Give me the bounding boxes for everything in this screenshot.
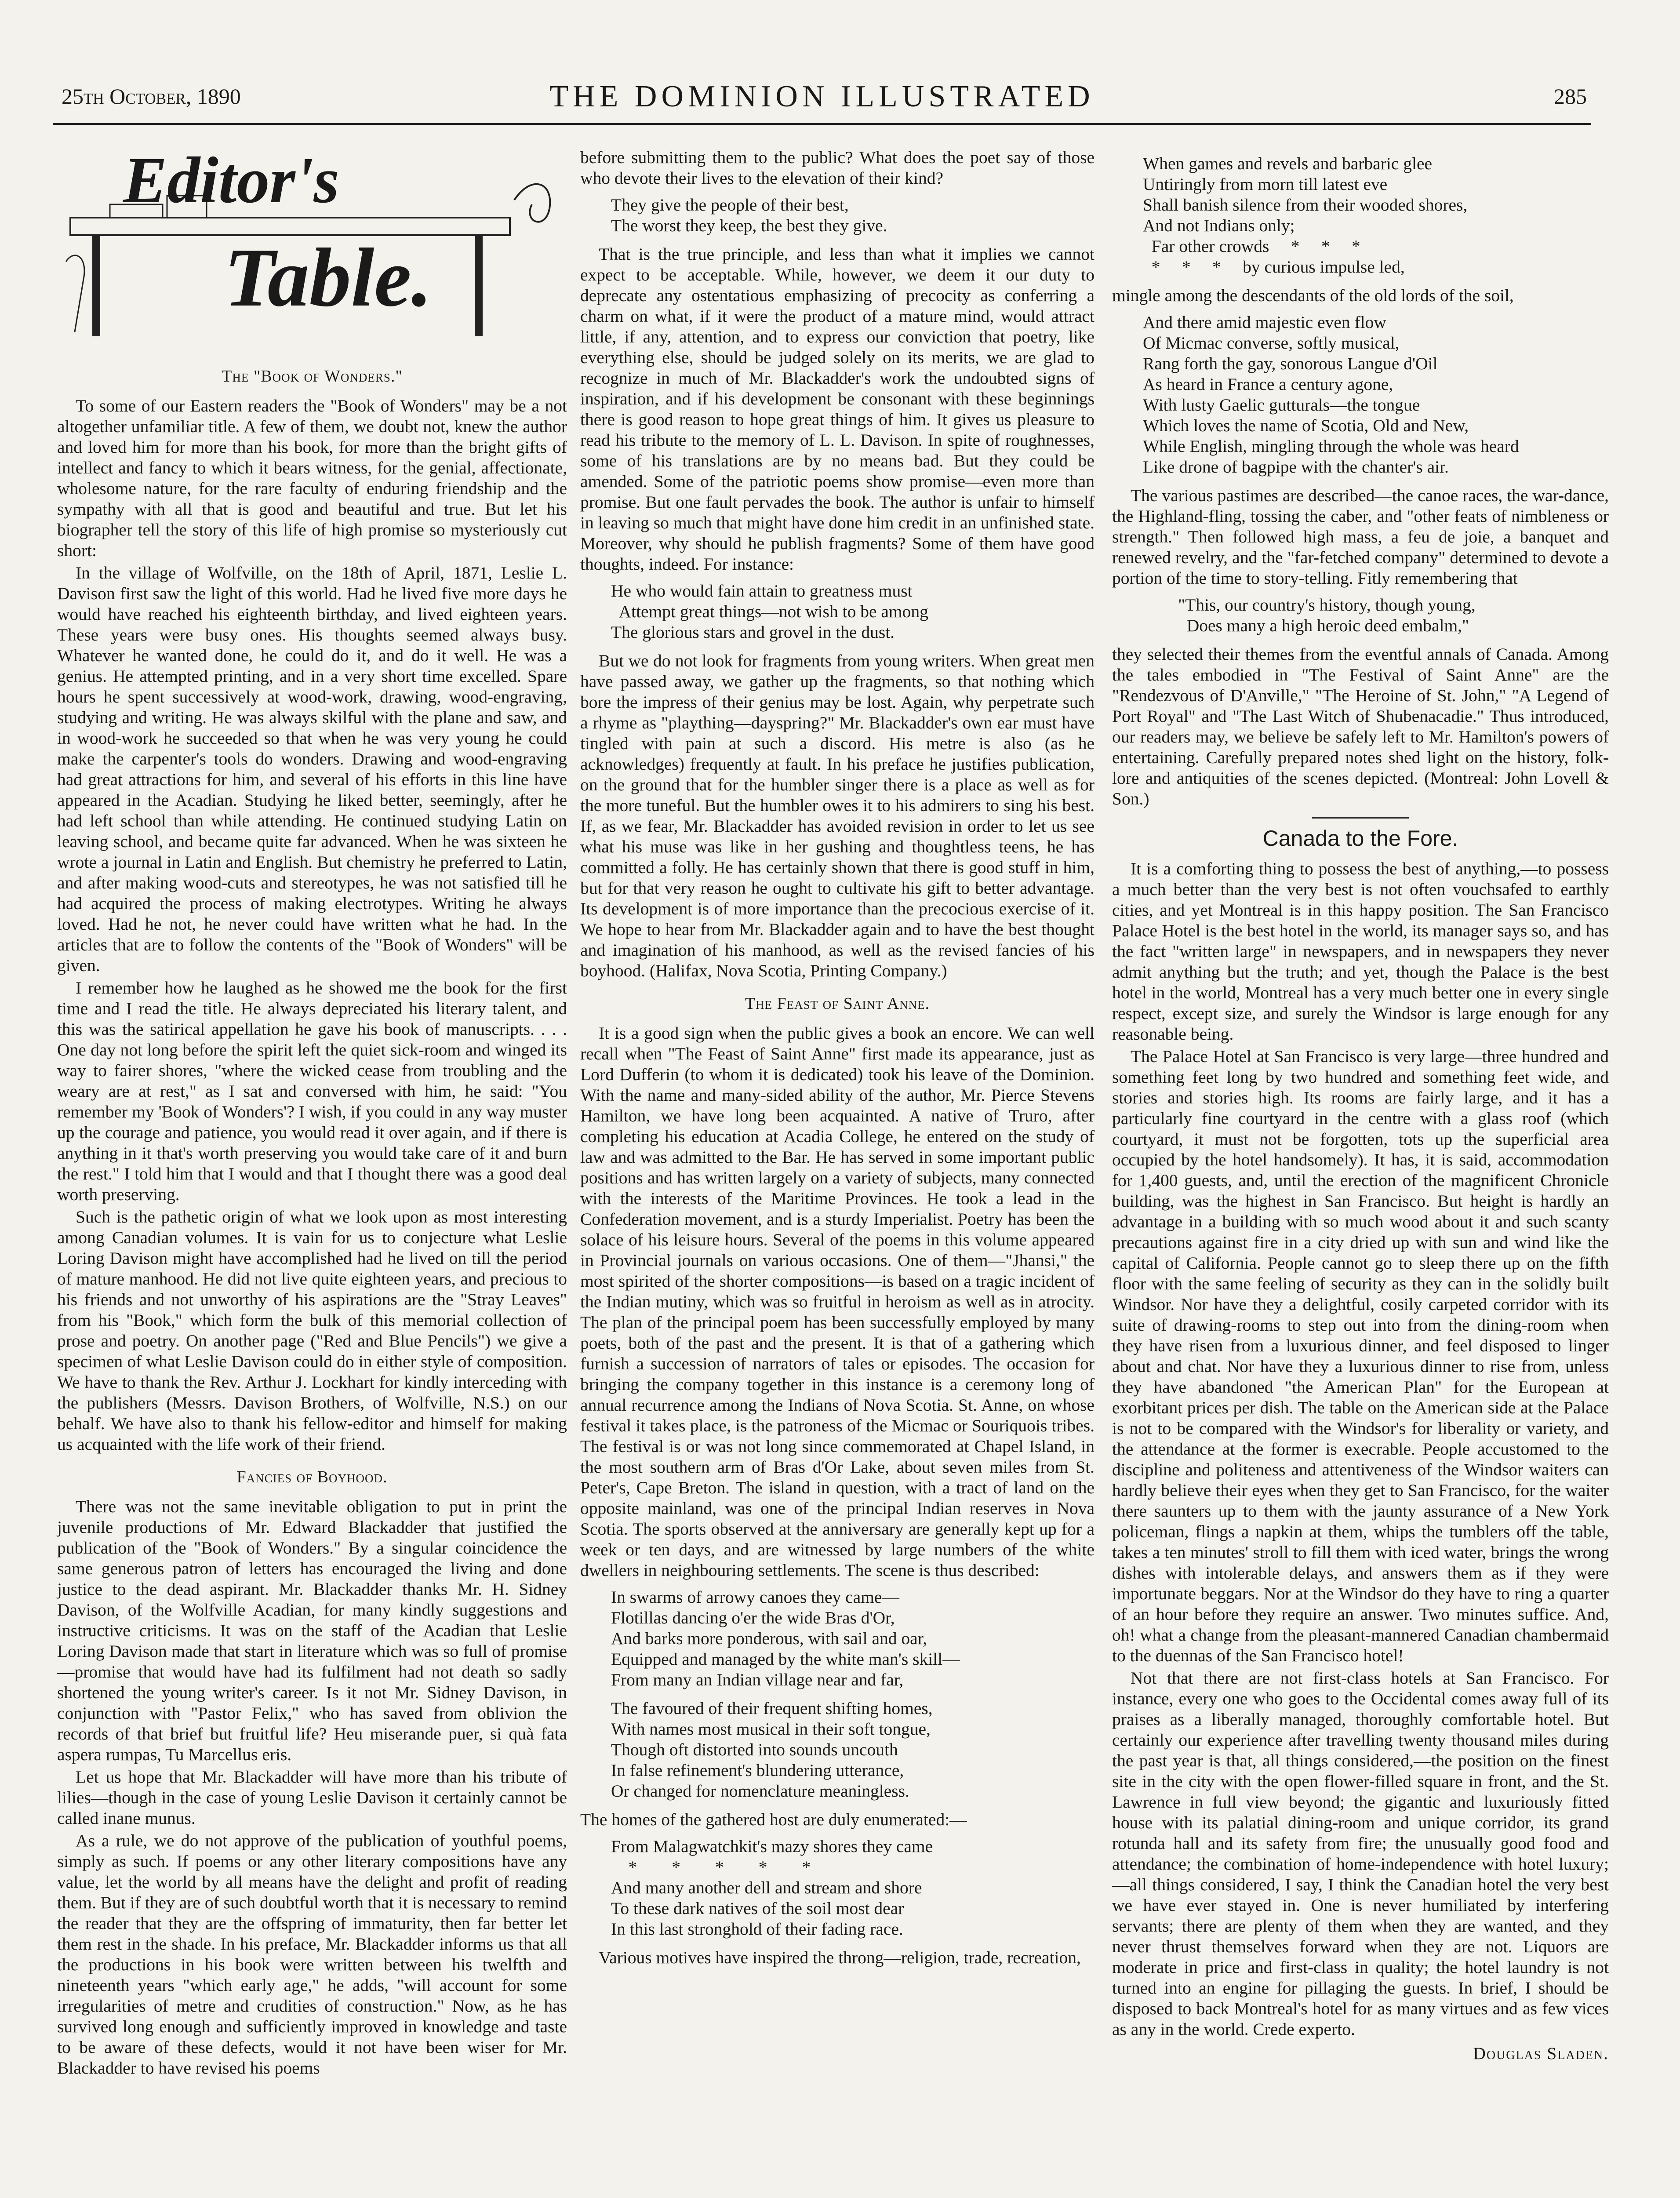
verse-line: In swarms of arrowy canoes they came— bbox=[611, 1587, 899, 1607]
verse-quote bbox=[580, 581, 1095, 643]
verse-line: Does many a high heroic deed embalm," bbox=[1178, 616, 1469, 635]
logo-word-table: Table. bbox=[224, 232, 433, 324]
verse-quote bbox=[580, 1587, 1095, 1690]
paragraph: The various pastimes are described—the canoe races, the war-dance, the Highland-fling, tossing the caber, and "other feats of nimbleness or strength." Then followed high mass, a feu de joie, a banquet and renewed revelry, and the "far-fetched company" determined to devote a portion of the time to story-telling. Fitly remembering that bbox=[1112, 486, 1609, 588]
verse-line: The worst they keep, the best they give. bbox=[611, 216, 887, 235]
logo-word-editors: Editor's bbox=[123, 147, 339, 217]
verse-line: Rang forth the gay, sonorous Langue d'Oil bbox=[1143, 354, 1438, 373]
verse-line: "This, our country's history, though young, bbox=[1178, 595, 1476, 615]
paragraph: Such is the pathetic origin of what we look upon as most interesting among Canadian volumes. It is vain for us to conjecture what Leslie Loring Davison might have accomplished had he lived on till the period of mature manhood. He did not live quite eighteen years, and precious to his friends and not unworthy of his aspirations are the "Stray Leaves" from his "Book," which form the bulk of this memorial collection of prose and poetry. On another page ("Red and Blue Pencils") we give a specimen of what Leslie Davison could do in either style of composition. We have to thank the Rev. Arthur J. Lockhart for kindly interceding with the publishers (Messrs. Davison Brothers, of Wolfville, N.S.) on our behalf. We have also to thank his fellow-editor and himself for making us acquainted with the life work of their friend. bbox=[57, 1207, 567, 1454]
paragraph: In the village of Wolfville, on the 18th of April, 1871, Leslie L. Davison first saw the light of this world. Had he lived five more days he would have reached his eighteenth birthday, and lived eighteen years. These years were busy ones. His thoughts seemed always busy. Whatever he wanted done, he could do it, and do it well. He was a genius. He attempted printing, and in a very short time excelled. Spare hours he spent successively at wood-work, drawing, wood-engraving, studying and writing. He was always skilful with the plane and saw, and in wood-work he succeeded so that when he was very young he could make the carpenter's tools do wonders. Drawing and wood-engraving had great attractions for him, and several of his efforts in this line have appeared in the Acadian. Studying he liked better, seemingly, after he had left school than while attending. He continued studying Latin on leaving school, and became quite far advanced. When he was sixteen he wrote a journal in Latin and English. But chemistry he preferred to Latin, and after making wood-cuts and stereotypes, he was not satisfied till he had acquired the process of making electrotypes. Writing he always loved. Had he not, he never could have written what he had. In the articles that are to follow the contents of the "Book of Wonders" will be given. bbox=[57, 563, 567, 975]
verse-line: From Malagwatchkit's mazy shores they came bbox=[611, 1837, 933, 1856]
paragraph: But we do not look for fragments from young writers. When great men have passed away, we gather up the fragments, so that nothing which bore the impress of their genius may be lost. Again, why perpetrate such a rhyme as "plaything—dayspring?" Mr. Blackadder's own ear must have tingled with pain at such a discord. His metre is also (as he acknowledges) frequently at fault. In his preface he justifies publication, on the ground that for the humbler singer there is a place as well as for the more tuneful. But the humbler owes it to his admirers to sing his best. If, as we fear, Mr. Blackadder has avoided revision in order to let us see what his muse was like in her gushing and thoughtless teens, he has committed a folly. He has certainly shown that there is good stuff in him, but for that very reason he ought to cultivate his gift to better advantage. Its development is of more importance than the precocious exercise of it. We hope to hear from Mr. Blackadder again and to have the best thought and imagination of his manhood, as well as the revised fancies of his boyhood. (Halifax, Nova Scotia, Printing Company.) bbox=[580, 651, 1095, 980]
verse-line: Equipped and managed by the white man's skill— bbox=[611, 1649, 960, 1669]
page-number: 285 bbox=[1554, 84, 1587, 109]
verse-line: With names most musical in their soft tongue, bbox=[611, 1719, 931, 1739]
verse-line: Untiringly from morn till latest eve bbox=[1143, 175, 1388, 194]
verse-line: And there amid majestic even flow bbox=[1143, 313, 1386, 332]
verse-line: Though oft distorted into sounds uncouth bbox=[611, 1740, 898, 1759]
column-right bbox=[1112, 147, 1609, 2064]
verse-quote bbox=[580, 1698, 1095, 1801]
verse-line: He who would fain attain to greatness must bbox=[611, 581, 913, 600]
paragraph: before submitting them to the public? What does the poet say of those who devote their lives to the elevation of their kind? bbox=[580, 148, 1095, 188]
verse-quote bbox=[580, 1836, 1095, 1940]
verse-line: Which loves the name of Scotia, Old and New, bbox=[1143, 416, 1469, 435]
section-divider bbox=[1312, 817, 1409, 819]
paragraph: It is a comforting thing to possess the best of anything,—to possess a much better than the very best is not often vouchsafed to earthly cities, and yet Montreal is in this happy position. The San Francisco Palace Hotel is the best hotel in the world, its manager says so, and has the fact "written large" in newspapers, and in newspapers they never admit anything but the truth; and yet, though the Palace is the best hotel in the world, Montreal has a very much better one in every single respect, except size, and surely the Windsor is large enough for any reasonable being. bbox=[1112, 859, 1609, 1044]
verse-line: And not Indians only; bbox=[1143, 216, 1295, 235]
verse-quote bbox=[580, 195, 1095, 236]
verse-line: To these dark natives of the soil most dear bbox=[611, 1899, 904, 1918]
masthead-title: THE DOMINION ILLUSTRATED bbox=[549, 80, 1095, 113]
verse-line: Flotillas dancing o'er the wide Bras d'Or, bbox=[611, 1608, 895, 1627]
verse-line: Far other crowds * * * bbox=[1143, 237, 1360, 256]
paragraph: they selected their themes from the eventful annals of Canada. Among the tales embodied in "The Festival of Saint Anne" are the "Rendezvous of D'Anville," "The Heroine of St. John," "A Legend of Port Royal" and "The Last Witch of Shubenacadie." Thus introduced, our readers may, we believe be safely left to Mr. Hamilton's powers of entertaining. Carefully prepared notes shed light on the history, folk-lore and antiquities of the scenes depicted. (Montreal: John Lovell & Son.) bbox=[1112, 644, 1609, 808]
paragraph: As a rule, we do not approve of the publication of youthful poems, simply as such. If poems or any other literary compositions have any value, let the world by all means have the delight and profit of reading them. But if they are of such doubtful worth that it is necessary to remind the reader that they are the offspring of immaturity, then far better let them rest in the shade. In his preface, Mr. Blackadder informs us that all the productions in his book were written between his twelfth and nineteenth years "which early age," he adds, "will account for some irregularities of metre and crudities of construction." Now, as he has survived long enough and sufficiently improved in knowledge and taste to be aware of these defects, would it not have been wiser for Mr. Blackadder to have revised his poems bbox=[57, 1831, 567, 2078]
verse-line: The glorious stars and grovel in the dust. bbox=[611, 622, 895, 642]
paragraph: mingle among the descendants of the old lords of the soil, bbox=[1112, 286, 1514, 305]
paragraph: To some of our Eastern readers the "Book of Wonders" may be a not altogether unfamiliar title. A few of them, we doubt not, knew the author and loved him for more than his book, for more than the bright gifts of intellect and fancy to which it bears witness, for the genial, affectionate, wholesome nature, for the rare faculty of enduring friendship and the sympathy with all that is good and beautiful and true. But let his biographer tell the story of this life of high promise so mysteriously cut short: bbox=[57, 396, 567, 560]
section-title-book-of-wonders: The "Book of Wonders." bbox=[222, 367, 403, 386]
editors-table-logo bbox=[57, 147, 567, 354]
article-title-canada-to-the-fore: Canada to the Fore. bbox=[1262, 826, 1458, 851]
verse-line: Or changed for nomenclature meaningless. bbox=[611, 1781, 909, 1801]
verse-line: While English, mingling through the whole was heard bbox=[1143, 437, 1519, 456]
paragraph: There was not the same inevitable obligation to put in print the juvenile productions of Mr. Edward Blackadder that justified the publication of the "Book of Wonders." By a singular coincidence the same generous patron of letters has encouraged the living and done justice to the dead aspirant. Mr. Blackadder thanks Mr. H. Sidney Davison, of the Wolfville Acadian, for many kindly suggestions and instructive criticisms. It was on the staff of the Acadian that Leslie Loring Davison made that start in literature which was so full of promise—promise that would have had its fulfilment had not death so sadly shortened the young writer's career. Is it not Mr. Sidney Davison, in conjunction with "Pastor Felix," who has saved from oblivion the records of that brief but fruitful life? Heu miserande puer, si quà fata aspera rumpas, Tu Marcellus eris. bbox=[57, 1497, 567, 1764]
verse-line: With lusty Gaelic gutturals—the tongue bbox=[1143, 395, 1420, 415]
paragraph: The homes of the gathered host are duly enumerated:— bbox=[580, 1810, 967, 1829]
verse-line: When games and revels and barbaric glee bbox=[1143, 154, 1433, 173]
verse-line: As heard in France a century agone, bbox=[1143, 375, 1393, 394]
verse-quote bbox=[1112, 312, 1609, 477]
verse-line: The favoured of their frequent shifting homes, bbox=[611, 1699, 933, 1718]
author-signature: Douglas Sladen. bbox=[1473, 2044, 1609, 2063]
paragraph: Let us hope that Mr. Blackadder will have more than his tribute of lilies—though in the case of young Leslie Davison it certainly cannot be called inane munus. bbox=[57, 1767, 567, 1828]
column-middle bbox=[580, 147, 1095, 1970]
page-header bbox=[53, 75, 1591, 125]
paragraph: The Palace Hotel at San Francisco is very large—three hundred and something feet long by two hundred and something feet wide, and stories and stories high. Its rooms are fairly large, and it has a particularly fine courtyard in the centre with a glass roof (which courtyard, it must not be forgotten, tots up the superficial area occupied by the hotel handsomely). It has, it is said, accommodation for 1,400 guests, and, until the erection of the magnificent Chronicle building, was the highest in San Francisco. But height is hardly an advantage in a building with so much wood about it and such scanty precautions against fire in a city dried up with sun and wind like the capital of California. People cannot go to sleep there up on the fifth floor with the same feeling of security as they can in the solidly built Windsor. Nor have they a delightful, cosily carpeted corridor with its suite of drawing-rooms to step out into from the dining-room when they have risen from a luxurious dinner, and feel disposed to linger about and chat. Nor have they a luxurious dinner to rise from, unless they have abandoned "the American Plan" for the European at exorbitant prices per dish. The table on the American side at the Palace is not to be compared with the Windsor's for liberality or variety, and the attendance at the former is execrable. People accustomed to the discipline and politeness and attentiveness of the Windsor waiters can hardly believe their eyes when they get to San Francisco, for the waiter there saunters up to them with the jaunty assurance of a New York policeman, flings a napkin at them, whips the tumblers off the table, takes a ten minutes' stroll to fill them with iced water, brings the wrong dishes with intolerable delays, and answers them as if they were importunate beggars. Nor at the Windsor do they have to ring a quarter of an hour before they require an answer. Two minutes suffice. And, oh! what a change from the pleasant-mannered Canadian chambermaid to the duennas of the San Francisco hotel! bbox=[1112, 1047, 1609, 1665]
verse-line: * * * by curious impulse led, bbox=[1143, 257, 1405, 277]
verse-line: And barks more ponderous, with sail and oar, bbox=[611, 1629, 927, 1648]
section-title-fancies-of-boyhood: Fancies of Boyhood. bbox=[236, 1468, 388, 1486]
paragraph: That is the true principle, and less than what it implies we cannot expect to be acceptable. While, however, we deem it our duty to deprecate any ostentatious emphasizing of precocity as conferring a charm on what, if it were the product of a mature mind, would attract little, if any, attention, and to express our conviction that poetry, like everything else, should be judged solely on its merits, we are glad to recognize in much of Mr. Blackadder's work the undoubted signs of inspiration, and if his development be consonant with these beginnings there is good reason to hope great things of him. It gives us pleasure to read his tribute to the memory of L. L. Davison. In spite of roughnesses, some of his translations are by no means bad. But they could be amended. Some of the patriotic poems show promise—even more than promise. But one fault pervades the book. The author is unfair to himself in leaving so much that might have done him credit in an unfinished state. Moreover, why should he publish fragments? Some of them have good thoughts, indeed. For instance: bbox=[580, 244, 1095, 574]
verse-quote bbox=[1112, 153, 1609, 277]
verse-line: Like drone of bagpipe with the chanter's air. bbox=[1143, 457, 1449, 477]
column-left bbox=[57, 147, 567, 2080]
verse-line: In false refinement's blundering utterance, bbox=[611, 1761, 904, 1780]
paragraph: It is a good sign when the public gives a book an encore. We can well recall when "The Feast of Saint Anne" first made its appearance, just as Lord Dufferin (to whom it is dedicated) took his leave of the Dominion. With the name and many-sided ability of the author, Mr. Pierce Stevens Hamilton, we have long been acquainted. A native of Truro, after completing his education at Acadia College, he entered on the study of law and was admitted to the Bar. He has served in some important public positions and has written largely on a variety of subjects, many connected with the interests of the Maritime Provinces. He took a lead in the Confederation movement, and is a sturdy Imperialist. Poetry has been the solace of his leisure hours. Several of the poems in this volume appeared in Provincial journals on various occasions. One of them—"Jhansi," the most spirited of the shorter compositions—is based on a tragic incident of the Indian mutiny, which was so fruitful in heroism as well as in atrocity. The plan of the principal poem has been successfully employed by many poets, both of the past and the present. It is that of a gathering which furnish a succession of narrators of tales or episodes. The occasion for bringing the company together in this instance is a ceremony long of annual recurrence among the Indians of Nova Scotia. St. Anne, on whose festival it takes place, is the patroness of the Micmac or Souriquois tribes. The festival is or was not long since commemorated at Chapel Island, in the most southern arm of Bras d'Or Lake, about seven miles from St. Peter's, Cape Breton. The island in question, with a tract of land on the opposite mainland, was one of the principal Indian reserves in Nova Scotia. The sports observed at the anniversary are generally kept up for a week or ten days, and are witnessed by large numbers of the white dwellers in neighbouring settlements. The scene is thus described: bbox=[580, 1023, 1095, 1580]
paragraph: I remember how he laughed as he showed me the book for the first time and I read the title. He always depreciated his literary talent, and this was the satirical appellation he gave his book of manuscripts. . . . One day not long before the spirit left the quiet sick-room and winged its way to fairer shores, "where the wicked cease from troubling and the weary are at rest," as I sat and conversed with him, he said: "You remember my 'Book of Wonders'? I wish, if you could in any way muster up the courage and patience, you would read it over again, and if there is anything in it that's worth preserving you would take care of it and burn the rest." I told him that I would and that I thought there was a good deal worth preserving. bbox=[57, 978, 567, 1204]
paragraph: Not that there are not first-class hotels at San Francisco. For instance, every one who goes to the Occidental comes away full of its praises as a liberally managed, thoroughly comfortable hotel. But certainly our experience after travelling twenty thousand miles during the past year is that, all things considered,—the position on the finest site in the city with the open flower-filled square in front, and the St. Lawrence in full view beyond; the gigantic and luxuriously fitted house with its palatial dining-room and unique corridor, its grand rotunda hall and its safety from fire; the unusually good food and attendance; the combination of home-independence with hotel luxury;—all things considered, I say, I think the Canadian hotel the very best we have ever stayed in. One is never humiliated by interfering servants; there are plenty of them when they are wanted, and they never thrust themselves forward when they are not. Liquors are moderate in price and first-class in quality; the hotel laundry is not turned into an engine for pillaging the guests. In brief, I should be disposed to back Montreal's hotel for as many virtues and as few vices as any in the world. Crede experto. bbox=[1112, 1668, 1609, 2039]
verse-line: * * * * * bbox=[611, 1857, 811, 1877]
verse-line: And many another dell and stream and shore bbox=[611, 1878, 922, 1897]
verse-line: They give the people of their best, bbox=[611, 195, 849, 215]
verse-line: Attempt great things—not wish to be among bbox=[611, 602, 928, 621]
verse-line: Shall banish silence from their wooded shores, bbox=[1143, 195, 1468, 215]
verse-line: Of Micmac converse, softly musical, bbox=[1143, 333, 1400, 353]
verse-line: In this last stronghold of their fading race. bbox=[611, 1919, 903, 1939]
section-title-feast-of-saint-anne: The Feast of Saint Anne. bbox=[745, 994, 930, 1013]
paragraph: Various motives have inspired the throng—religion, trade, recreation, bbox=[599, 1948, 1081, 1967]
issue-date: 25th October, 1890 bbox=[62, 84, 241, 109]
verse-quote bbox=[1112, 595, 1609, 636]
verse-line: From many an Indian village near and far, bbox=[611, 1670, 904, 1689]
